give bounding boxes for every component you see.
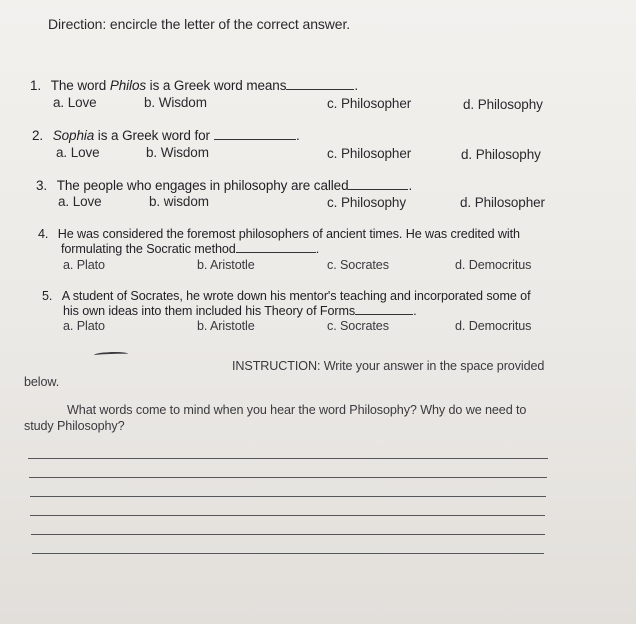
question-text: He was considered the foremost philosophers of ancient times. He was credited with [57, 227, 520, 241]
question-1 [30, 78, 358, 93]
question-text: is a Greek word means [146, 78, 287, 93]
choice-d[interactable]: d. Democritus [455, 258, 532, 272]
question-text: The people who engages in philosophy are called [56, 178, 349, 193]
choice-a[interactable]: a. Love [56, 145, 100, 160]
question-end: . [408, 178, 413, 193]
choice-b[interactable]: b. wisdom [149, 194, 209, 209]
choice-c[interactable]: c. Philosophy [327, 195, 406, 210]
question-text: his own ideas into them included his Theory of Forms [63, 304, 356, 318]
choice-b[interactable]: b. Wisdom [144, 95, 207, 110]
question-text: formulating the Socratic method [61, 242, 236, 256]
answer-blank[interactable] [214, 139, 296, 140]
question-end: . [413, 304, 417, 318]
question-number: 4. [38, 227, 49, 241]
choice-a[interactable]: a. Love [58, 194, 102, 209]
choice-b[interactable]: b. Wisdom [146, 145, 209, 160]
essay-prompt-continued: study Philosophy? [24, 419, 125, 433]
question-end: . [315, 242, 320, 256]
answer-blank[interactable] [286, 89, 354, 90]
question-4 [38, 227, 520, 241]
choice-b[interactable]: b. Aristotle [197, 319, 255, 333]
answer-line[interactable] [29, 477, 547, 478]
answer-line[interactable] [31, 534, 545, 535]
question-4-continued [61, 242, 319, 256]
question-text: A student of Socrates, he wrote down his mentor's teaching and incorporated some of [61, 289, 531, 303]
choice-a[interactable]: a. Plato [63, 319, 105, 333]
choice-c[interactable]: c. Philosopher [327, 146, 412, 161]
question-number: 5. [42, 289, 53, 303]
answer-blank[interactable] [236, 252, 316, 253]
answer-line[interactable] [32, 553, 544, 554]
essay-prompt: What words come to mind when you hear the word Philosophy? Why do we need to [67, 403, 527, 417]
question-term: Philos [109, 78, 147, 93]
answer-line[interactable] [30, 496, 546, 497]
direction-text: Direction: encircle the letter of the correct answer. [48, 16, 351, 32]
question-term: Sophia [52, 128, 95, 143]
answer-blank[interactable] [348, 189, 408, 190]
question-5 [42, 289, 530, 303]
choice-c[interactable]: c. Philosopher [327, 96, 412, 111]
question-5-continued [63, 304, 416, 318]
answer-blank[interactable] [355, 314, 413, 315]
choice-a[interactable]: a. Plato [63, 258, 105, 272]
question-text: The word [50, 78, 110, 93]
choice-d[interactable]: d. Democritus [455, 319, 532, 333]
choice-d[interactable]: d. Philosophy [461, 147, 541, 162]
instruction-text: INSTRUCTION: Write your answer in the space provided [232, 359, 545, 373]
question-end: . [295, 128, 300, 143]
question-number: 1. [30, 78, 42, 93]
question-end: . [354, 78, 359, 93]
question-3 [36, 178, 412, 193]
choice-c[interactable]: c. Socrates [327, 319, 389, 333]
choice-b[interactable]: b. Aristotle [197, 258, 255, 272]
choice-c[interactable]: c. Socrates [327, 258, 389, 272]
instruction-text-continued: below. [24, 375, 60, 389]
answer-line[interactable] [30, 515, 545, 516]
choice-d[interactable]: d. Philosophy [463, 97, 543, 112]
question-2 [32, 128, 300, 143]
question-number: 2. [32, 128, 44, 143]
answer-line[interactable] [28, 458, 548, 459]
question-text: is a Greek word for [94, 128, 210, 143]
choice-a[interactable]: a. Love [53, 95, 97, 110]
pen-stroke-mark [94, 351, 128, 357]
choice-d[interactable]: d. Philosopher [460, 195, 545, 210]
question-number: 3. [36, 178, 48, 193]
